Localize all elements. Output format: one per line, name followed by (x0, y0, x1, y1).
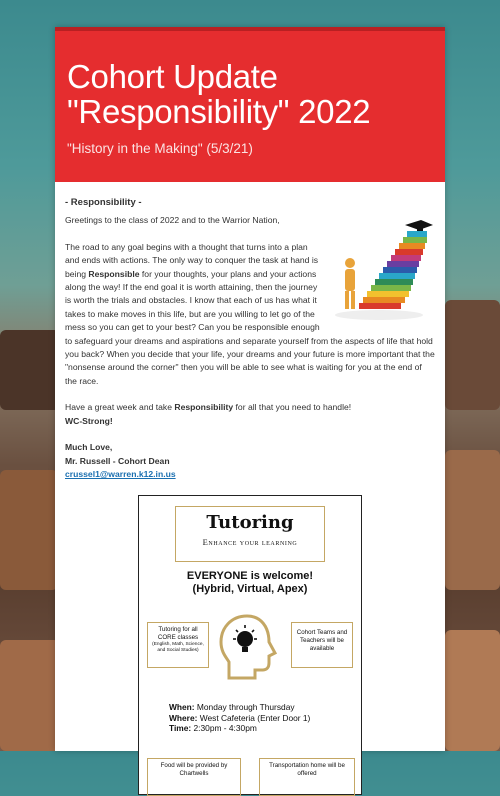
newsletter-card (55, 27, 445, 777)
core-classes-text: Tutoring for all CORE classes (157, 626, 199, 641)
stairs-graduation-cap-image (329, 219, 439, 327)
body-bold-responsible: Responsible (88, 268, 140, 279)
head-lightbulb-icon (217, 612, 281, 682)
time-line (169, 723, 310, 734)
cohort-teams-text: Cohort Teams and Teachers will be available (296, 629, 348, 652)
body-text-part1: The road to any goal begins with a thought that turns into a plan and ends with actions. The only way to conquer the task at hand is being (65, 241, 319, 279)
closing-text-part1: Have a great week and take (65, 402, 175, 413)
when-line (169, 702, 310, 713)
newsletter-header (55, 27, 445, 182)
signature-block (65, 441, 435, 481)
transport-text: Transportation home will be offered (269, 762, 345, 777)
core-classes-subjects: (English, Math, Science, and Social Studies) (152, 641, 204, 653)
tutoring-title-box (175, 506, 325, 562)
cohort-teams-box (291, 622, 353, 668)
where-line (169, 713, 310, 724)
closing-text-part2: for all that you need to handle! (233, 402, 352, 413)
newsletter-subtitle: "History in the Making" (5/3/21) (67, 141, 253, 156)
signature-name: Mr. Russell - Cohort Dean (65, 455, 170, 466)
flyer-tagline: Enhance your learning (202, 536, 298, 547)
time-label: Time: (169, 723, 192, 734)
where-value: West Cafeteria (Enter Door 1) (197, 712, 311, 723)
greeting-text: Greetings to the class of 2022 and to the Warrior Nation, (65, 215, 280, 226)
transport-box (259, 758, 355, 796)
welcome-line-2: (Hybrid, Virtual, Apex) (192, 583, 308, 596)
welcome-line-1: EVERYONE is welcome! (186, 570, 314, 583)
when-label: When: (169, 702, 195, 713)
flyer-title: Tutoring (206, 512, 294, 534)
title-line-2: "Responsibility" 2022 (67, 93, 371, 130)
closing-paragraph (65, 401, 435, 428)
desk-shape (445, 450, 500, 590)
time-value: 2:30pm - 4:30pm (191, 723, 257, 734)
desk-shape (0, 470, 58, 590)
newsletter-title (67, 59, 433, 129)
welcome-text (139, 570, 361, 596)
desk-shape (0, 330, 60, 410)
core-classes-box (147, 622, 209, 668)
tutoring-flyer (138, 495, 362, 795)
closing-bold-responsibility: Responsibility (174, 402, 234, 413)
section-title: - Responsibility - (65, 197, 142, 208)
when-value: Monday through Thursday (194, 702, 295, 713)
title-line-1: Cohort Update (67, 58, 278, 95)
food-box (147, 758, 241, 796)
newsletter-body (55, 182, 445, 795)
desk-shape (445, 630, 500, 751)
sign-off: Much Love, (65, 442, 113, 453)
email-link[interactable]: crussel1@warren.k12.in.us (65, 468, 176, 479)
body-text-part2: for your thoughts, your plans and your actions along the way! If the end goal it is worth attaining, then the journey is worth the trials and obstacles. I know that each of us has what it takes to make moves in this life, but are you willing to let go of the mess so you can get to your best? Can you be responsible enough to safeguard your dreams and aspirations and separate yourself from the aspects of life that hold you back? When you decide that your life, your dreams and your future is more important that the "nonsense around the corner" then you will be able to see what is waiting for you at the end of the race. (65, 268, 435, 386)
food-text: Food will be provided by Chartwells (160, 762, 228, 777)
wc-strong-text: WC-Strong! (65, 415, 113, 426)
desk-shape (445, 300, 500, 410)
desk-shape (0, 640, 60, 751)
main-paragraph (65, 241, 435, 388)
schedule-details (169, 702, 310, 734)
where-label: Where: (169, 712, 198, 723)
